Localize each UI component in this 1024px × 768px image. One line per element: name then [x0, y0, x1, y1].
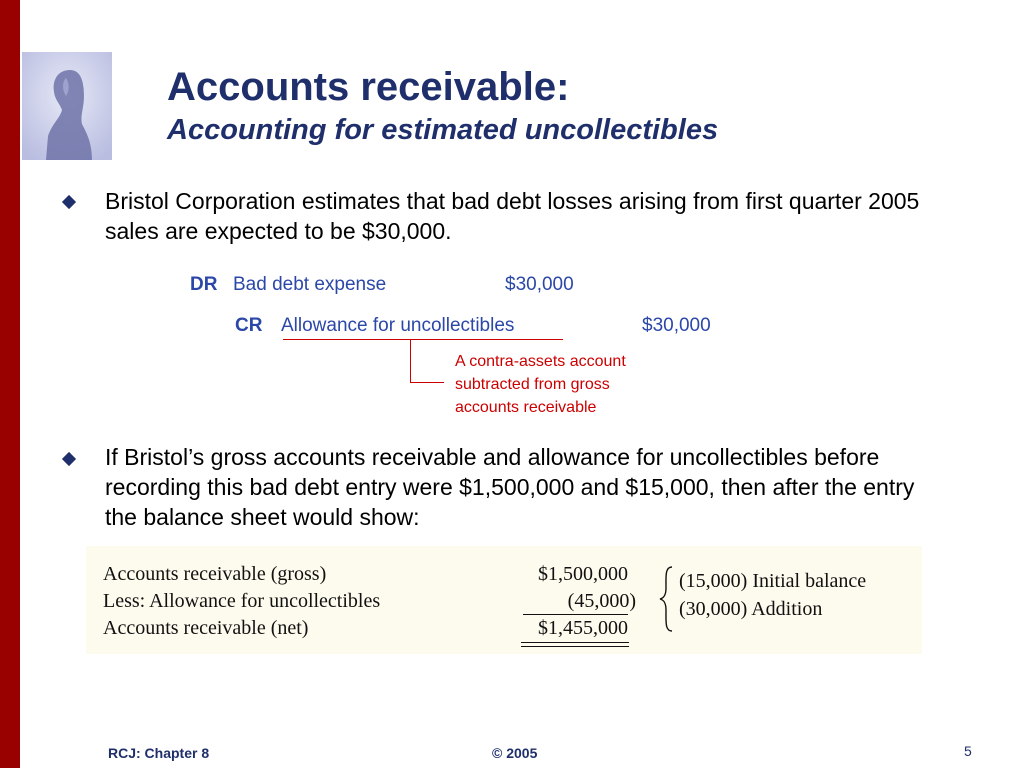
initial-balance-breakdown: (15,000) Initial balance: [679, 570, 867, 592]
debit-amount: $30,000: [505, 274, 574, 295]
note-line-3: accounts receivable: [455, 399, 597, 416]
bullet-text-1: Bristol Corporation estimates that bad debt losses arising from first quarter 2005 sales are expected to be $30,000.: [105, 188, 920, 244]
allowance-amount: (45,000): [567, 590, 636, 612]
allowance-underline: [283, 339, 563, 340]
annotation-connector: [410, 340, 411, 382]
contra-asset-note: [455, 350, 626, 419]
debit-label: DR: [190, 274, 218, 295]
bullet-diamond-icon: [62, 452, 76, 466]
bullet-diamond-icon: [62, 195, 76, 209]
note-line-2: subtracted from gross: [455, 376, 610, 393]
footer-copyright: © 2005: [492, 745, 538, 761]
slide-title: Accounts receivable:: [167, 65, 570, 109]
double-underline-bottom: [521, 646, 629, 647]
silhouette-logo: [22, 52, 112, 160]
balance-sheet-excerpt: [86, 546, 922, 654]
bullet-text-2: If Bristol’s gross accounts receivable and allowance for uncollectibles before recording this bad debt entry were $1,500,000 and $15,000, then after the entry the balance sheet would show:: [105, 444, 915, 530]
slide-subtitle: Accounting for estimated uncollectibles: [167, 114, 719, 146]
credit-amount: $30,000: [642, 315, 711, 336]
credit-label: CR: [235, 315, 263, 336]
credit-account: Allowance for uncollectibles: [281, 315, 515, 336]
note-line-1: A contra-assets account: [455, 353, 626, 370]
ar-net-label: Accounts receivable (net): [103, 617, 309, 639]
allowance-label: Less: Allowance for uncollectibles: [103, 590, 381, 612]
ar-gross-label: Accounts receivable (gross): [103, 563, 327, 585]
subtotal-line: [523, 614, 628, 615]
annotation-connector-arm: [410, 382, 444, 383]
double-underline-top: [521, 642, 629, 643]
sidebar-bar: [0, 0, 20, 768]
debit-account: Bad debt expense: [233, 274, 387, 295]
footer-chapter: RCJ: Chapter 8: [108, 745, 210, 761]
ar-net-amount: $1,455,000: [538, 617, 628, 639]
addition-breakdown: (30,000) Addition: [679, 598, 823, 620]
curly-brace-icon: [659, 566, 673, 637]
ar-gross-amount: $1,500,000: [538, 563, 628, 585]
slide-number: 5: [964, 743, 972, 759]
